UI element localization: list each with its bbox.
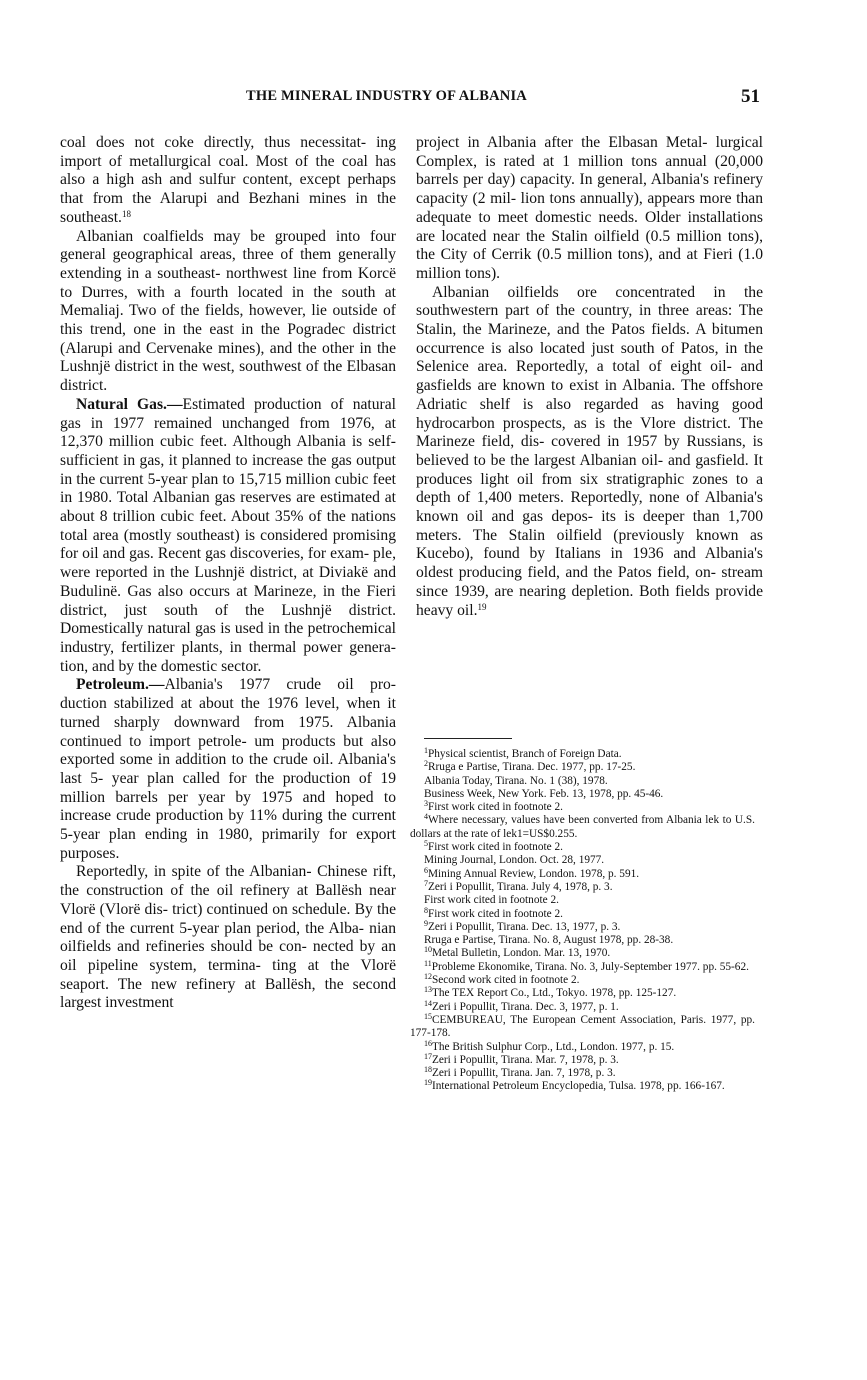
footnote-item <box>410 987 755 1000</box>
footnote-item <box>410 947 755 960</box>
footnote-item <box>410 998 755 1014</box>
footnote-number: 17 <box>424 1051 432 1061</box>
footnote-text: Zeri i Popullit, Tirana. Dec. 13, 1977, p. 3. <box>428 920 621 933</box>
footnote-number: 1 <box>424 746 428 755</box>
footnote-text: Zeri i Popullit, Tirana. July 4, 1978, p. 3. <box>428 880 613 893</box>
footnote-item <box>410 905 755 921</box>
section-heading-natural-gas: Natural Gas.— <box>76 395 183 413</box>
paragraph <box>416 134 763 284</box>
footnote-number: 7 <box>424 878 428 888</box>
paragraph-text: Estimated production of natural gas in 1977 remained unchanged from 1976, at 12,370 million cubic feet. Although Albania is self-sufficient in gas, it planned to increase the gas output in the current 5-year plan to 15,715 million cubic feet in 1980. Total Albanian gas reserves are estimated at about 8 trillion cubic feet. About 35% of the nations total area (mostly southeast) is considered promising for oil and gas. Recent gas discoveries, for exam- ple, were reported in the Lushnjë district, at Diviakë and Budulinë. Gas also occurs at Marineze, in the Fieri district, just south of the Lushnjë district. Domestically natural gas is used in the petrochemical industry, fertilizer plants, in thermal power genera- tion, and by the domestic sector. <box>60 395 396 675</box>
footnote-item <box>410 1067 755 1080</box>
footnote-item <box>410 865 755 881</box>
paragraph-text: Albanian oilfields ore concentrated in the southwestern part of the country, in three areas: The Stalin, the Marineze, and the Patos fields. A bitumen occurrence is also located just south of Patos, in the Selenice area. Reportedly, a total of eight oil- and gasfields are known to exist in Albania. The offshore Adriatic shelf is also regarded as having good hydrocarbon prospects, as is the Vlore district. The Marineze field, dis- covered in 1957 by Russians, is believed to be the largest Albanian oil- and gasfield. It produces light oil from six stratigraphic zones to a depth of 1,400 meters. Reportedly, none of Albania's known oil and gas depos- its is deeper than 1,700 meters. The Stalin oilfield (previously known as Kucebo), found by Italians in 1936 and Albania's oldest producing field, and the Patos field, on- stream since 1939, are nearing depletion. Both fields provide heavy oil. <box>416 283 763 619</box>
footnote-item <box>410 854 755 867</box>
footnote-text: Albania Today, Tirana. No. 1 (38), 1978. <box>424 774 608 787</box>
footnote-number: 10 <box>424 945 432 955</box>
paragraph-text: Albania's 1977 crude oil pro- duction stabilized at about the 1976 level, when it turned sharply downward from 1975. Albania continued to import petrole- um products but also exported some in addition to the crude oil. Albania's last 5- year plan called for the production of 19 million barrels per year by 1975 and hoped to increase crude production by 11% during the current 5-year plan ending in 1980, primarily for export purposes. <box>60 676 396 862</box>
footnote-text: Zeri i Popullit, Tirana. Dec. 3, 1977, p. 1. <box>432 1000 619 1013</box>
footnotes <box>410 748 755 1094</box>
footnote-text: International Petroleum Encyclopedia, Tulsa. 1978, pp. 166-167. <box>432 1080 725 1093</box>
paragraph <box>60 396 396 677</box>
footnote-number: 6 <box>424 865 428 875</box>
section-heading-petroleum: Petroleum.— <box>76 676 165 694</box>
footnote-item <box>410 761 755 774</box>
paragraph <box>60 228 396 396</box>
paragraph-text: coal does not coke directly, thus necessitat- ing import of metallurgical coal. Most of the coal has also a high ash and sulfur content, except perhaps that from the Alarupi and Bezhani mines in the southeast. <box>60 134 396 226</box>
footnote-text: Rruga e Partise, Tirana. Dec. 1977, pp. 17-25. <box>428 761 636 774</box>
footnote-text: Business Week, New York. Feb. 13, 1978, pp. 45-46. <box>424 787 664 800</box>
paragraph <box>60 863 396 1013</box>
footnote-number: 9 <box>424 918 428 928</box>
footnote-item <box>410 801 755 814</box>
paragraph <box>60 676 396 863</box>
footnote-text: Rruga e Partise, Tirana. No. 8, August 1978, pp. 28-38. <box>424 934 674 947</box>
footnote-item <box>410 878 755 894</box>
footnote-number: 13 <box>424 985 432 995</box>
footnote-number: 8 <box>424 905 428 915</box>
footnote-number: 14 <box>424 998 432 1008</box>
footnote-item <box>410 974 755 987</box>
paragraph-text: project in Albania after the Elbasan Metal- lurgical Complex, is rated at 1 million tons annual (20,000 barrels per day) capacity. In general, Albania's refinery capacity (2 mil- lion tons annually), appears more than adequate to meet domestic needs. Older installations are located near the Stalin oilfield (0.5 million tons), the City of Cerrik (0.5 million tons), and at Fieri (1.0 million tons). <box>416 134 763 282</box>
footnote-number: 16 <box>424 1038 432 1048</box>
right-column <box>416 134 763 620</box>
footnote-item <box>410 748 755 761</box>
footnote-text: Where necessary, values have been converted from Albania lek to U.S. dollars at the rate of lek1=US$0.255. <box>410 814 755 840</box>
paragraph-text: Reportedly, in spite of the Albanian- Chinese rift, the construction of the oil refinery at Ballësh near Vlorë (Vlorë dis- trict) continued on schedule. By the end of the current 5-year plan period, the Alba- nian oilfields and refineries should be con- nected by an oil pipeline system, termina- ting at the Vlorë seaport. The new refinery at Ballësh, the second largest investment <box>60 863 396 1012</box>
footnote-number: 18 <box>424 1065 432 1075</box>
footnote-number: 4 <box>424 812 428 822</box>
footnote-number: 2 <box>424 759 428 769</box>
paragraph-text: Albanian coalfields may be grouped into four general geographical areas, three of them generally extending in a southeast- northwest line from Korcë to Durres, with a fourth located in the south at Memaliaj. Two of the fields, however, lie outside of this trend, one in the east in the Pogradec district (Alarupi and Cervenake mines), and the other in the Lushnjë district in the west, southwest of the Elbasan district. <box>60 227 396 395</box>
footnote-text: First work cited in footnote 2. <box>424 894 559 907</box>
footnote-item <box>410 1080 755 1093</box>
footnote-text: CEMBUREAU, The European Cement Association, Paris. 1977, pp. 177-178. <box>410 1013 755 1040</box>
paragraph <box>60 134 396 228</box>
footnote-text: Zeri i Popullit, Tirana. Mar. 7, 1978, p. 3. <box>432 1053 619 1066</box>
footnote-item <box>410 934 755 947</box>
footnote-text: Metal Bulletin, London. Mar. 13, 1970. <box>432 947 611 960</box>
running-title: THE MINERAL INDUSTRY OF ALBANIA <box>246 88 527 104</box>
footnote-divider <box>424 738 512 739</box>
footnote-item <box>410 1038 755 1054</box>
footnote-text: Zeri i Popullit, Tirana. Jan. 7, 1978, p. 3. <box>432 1067 616 1080</box>
footnote-number: 5 <box>424 839 428 849</box>
footnote-number: 12 <box>424 972 432 982</box>
footnote-item <box>410 814 755 841</box>
footnote-text: The TEX Report Co., Ltd., Tokyo. 1978, pp. 125-127. <box>432 987 677 1000</box>
footnote-text: First work cited in footnote 2. <box>428 801 563 814</box>
footnote-text: Probleme Ekonomike, Tirana. No. 3, July-September 1977. pp. 55-62. <box>431 960 749 973</box>
footnote-ref: 18 <box>121 208 131 219</box>
footnote-item <box>410 1011 755 1041</box>
footnote-number: 19 <box>424 1078 432 1088</box>
footnote-number: 3 <box>424 799 428 809</box>
footnote-item <box>410 788 755 801</box>
footnote-item <box>410 775 755 788</box>
footnote-item <box>410 958 755 974</box>
page-number: 51 <box>741 86 760 107</box>
footnote-text: First work cited in footnote 2. <box>428 907 563 920</box>
footnote-item <box>410 894 755 907</box>
footnote-text: Second work cited in footnote 2. <box>432 974 580 987</box>
footnote-item <box>410 918 755 934</box>
running-header <box>0 86 867 110</box>
footnote-item <box>410 1051 755 1067</box>
paragraph <box>416 284 763 621</box>
footnote-number: 15 <box>424 1011 432 1021</box>
footnote-text: Mining Annual Review, London. 1978, p. 591. <box>428 867 640 880</box>
footnote-text: The British Sulphur Corp., Ltd., London. 1977, p. 15. <box>432 1040 675 1053</box>
footnote-text: Mining Journal, London. Oct. 28, 1977. <box>424 854 605 867</box>
footnote-text: Physical scientist, Branch of Foreign Data. <box>428 748 622 760</box>
footnote-text: First work cited in footnote 2. <box>428 841 563 854</box>
left-column <box>60 134 396 1013</box>
footnote-ref: 19 <box>477 601 487 612</box>
footnote-number: 11 <box>424 958 432 968</box>
footnote-item <box>410 841 755 854</box>
